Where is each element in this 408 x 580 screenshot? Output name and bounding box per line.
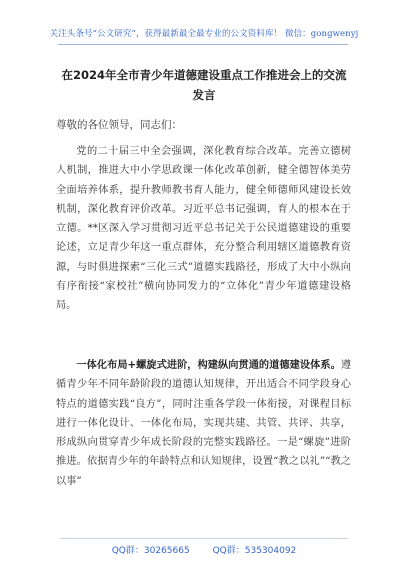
qq-group-2[interactable]: QQ群：535304092	[212, 546, 297, 556]
salutation: 尊敬的各位领导，同志们：	[56, 119, 182, 131]
section-heading: 一体化布局+螺旋式进阶，构建纵向贯通的道德建设体系。	[76, 360, 341, 371]
banner-divider	[58, 44, 348, 45]
qq-group-1[interactable]: QQ群：30265665	[111, 546, 190, 556]
document-title: 在2024年全市青少年道德建设重点工作推进会上的交流发言	[61, 68, 347, 102]
footer-divider	[60, 538, 348, 539]
paragraph-intro: 党的二十届三中全会强调，深化教育综合改革。完善立德树人机制，推进大中小学思政课一体化改革创新，健全德智体美劳全面培养体系，提升教师教书育人能力，健全师德师风建设长效机制，深化教育评价改革。习近平总书记强调，育人的根本在于立德。**区深入学习贯彻习近平总书记关于公民道德建设的重要论述，立足青少年这一重点群体，充分整合利用辖区道德教育资源，与时俱进探索“三化三式”道德实践路径，形成了大中小纵向有序衔接“家校社”横向协同发力的“立体化”青少年道德建设格局。	[56, 146, 351, 312]
paragraph-section-one	[56, 356, 351, 491]
footer	[0, 543, 408, 556]
section-body: 遵循青少年不同年龄阶段的道德认知规律，开出适合不同学段身心特点的道德实践“良方”，同时注重各学段一体衔接，对课程目标进行一体化设计、一体化布局，实现共建、共管、共评、共享，形成纵向贯穿青少年成长阶段的完整实践路径。一是“螺旋”进阶推进。依据青少年的年龄特点和认知规律，设置“教之以礼”“教之以事”	[56, 360, 351, 487]
promo-banner[interactable]: 关注头条号“公文研究”，获得最新最全最专业的公文资料库！ 微信：gongwenyj	[49, 29, 359, 39]
